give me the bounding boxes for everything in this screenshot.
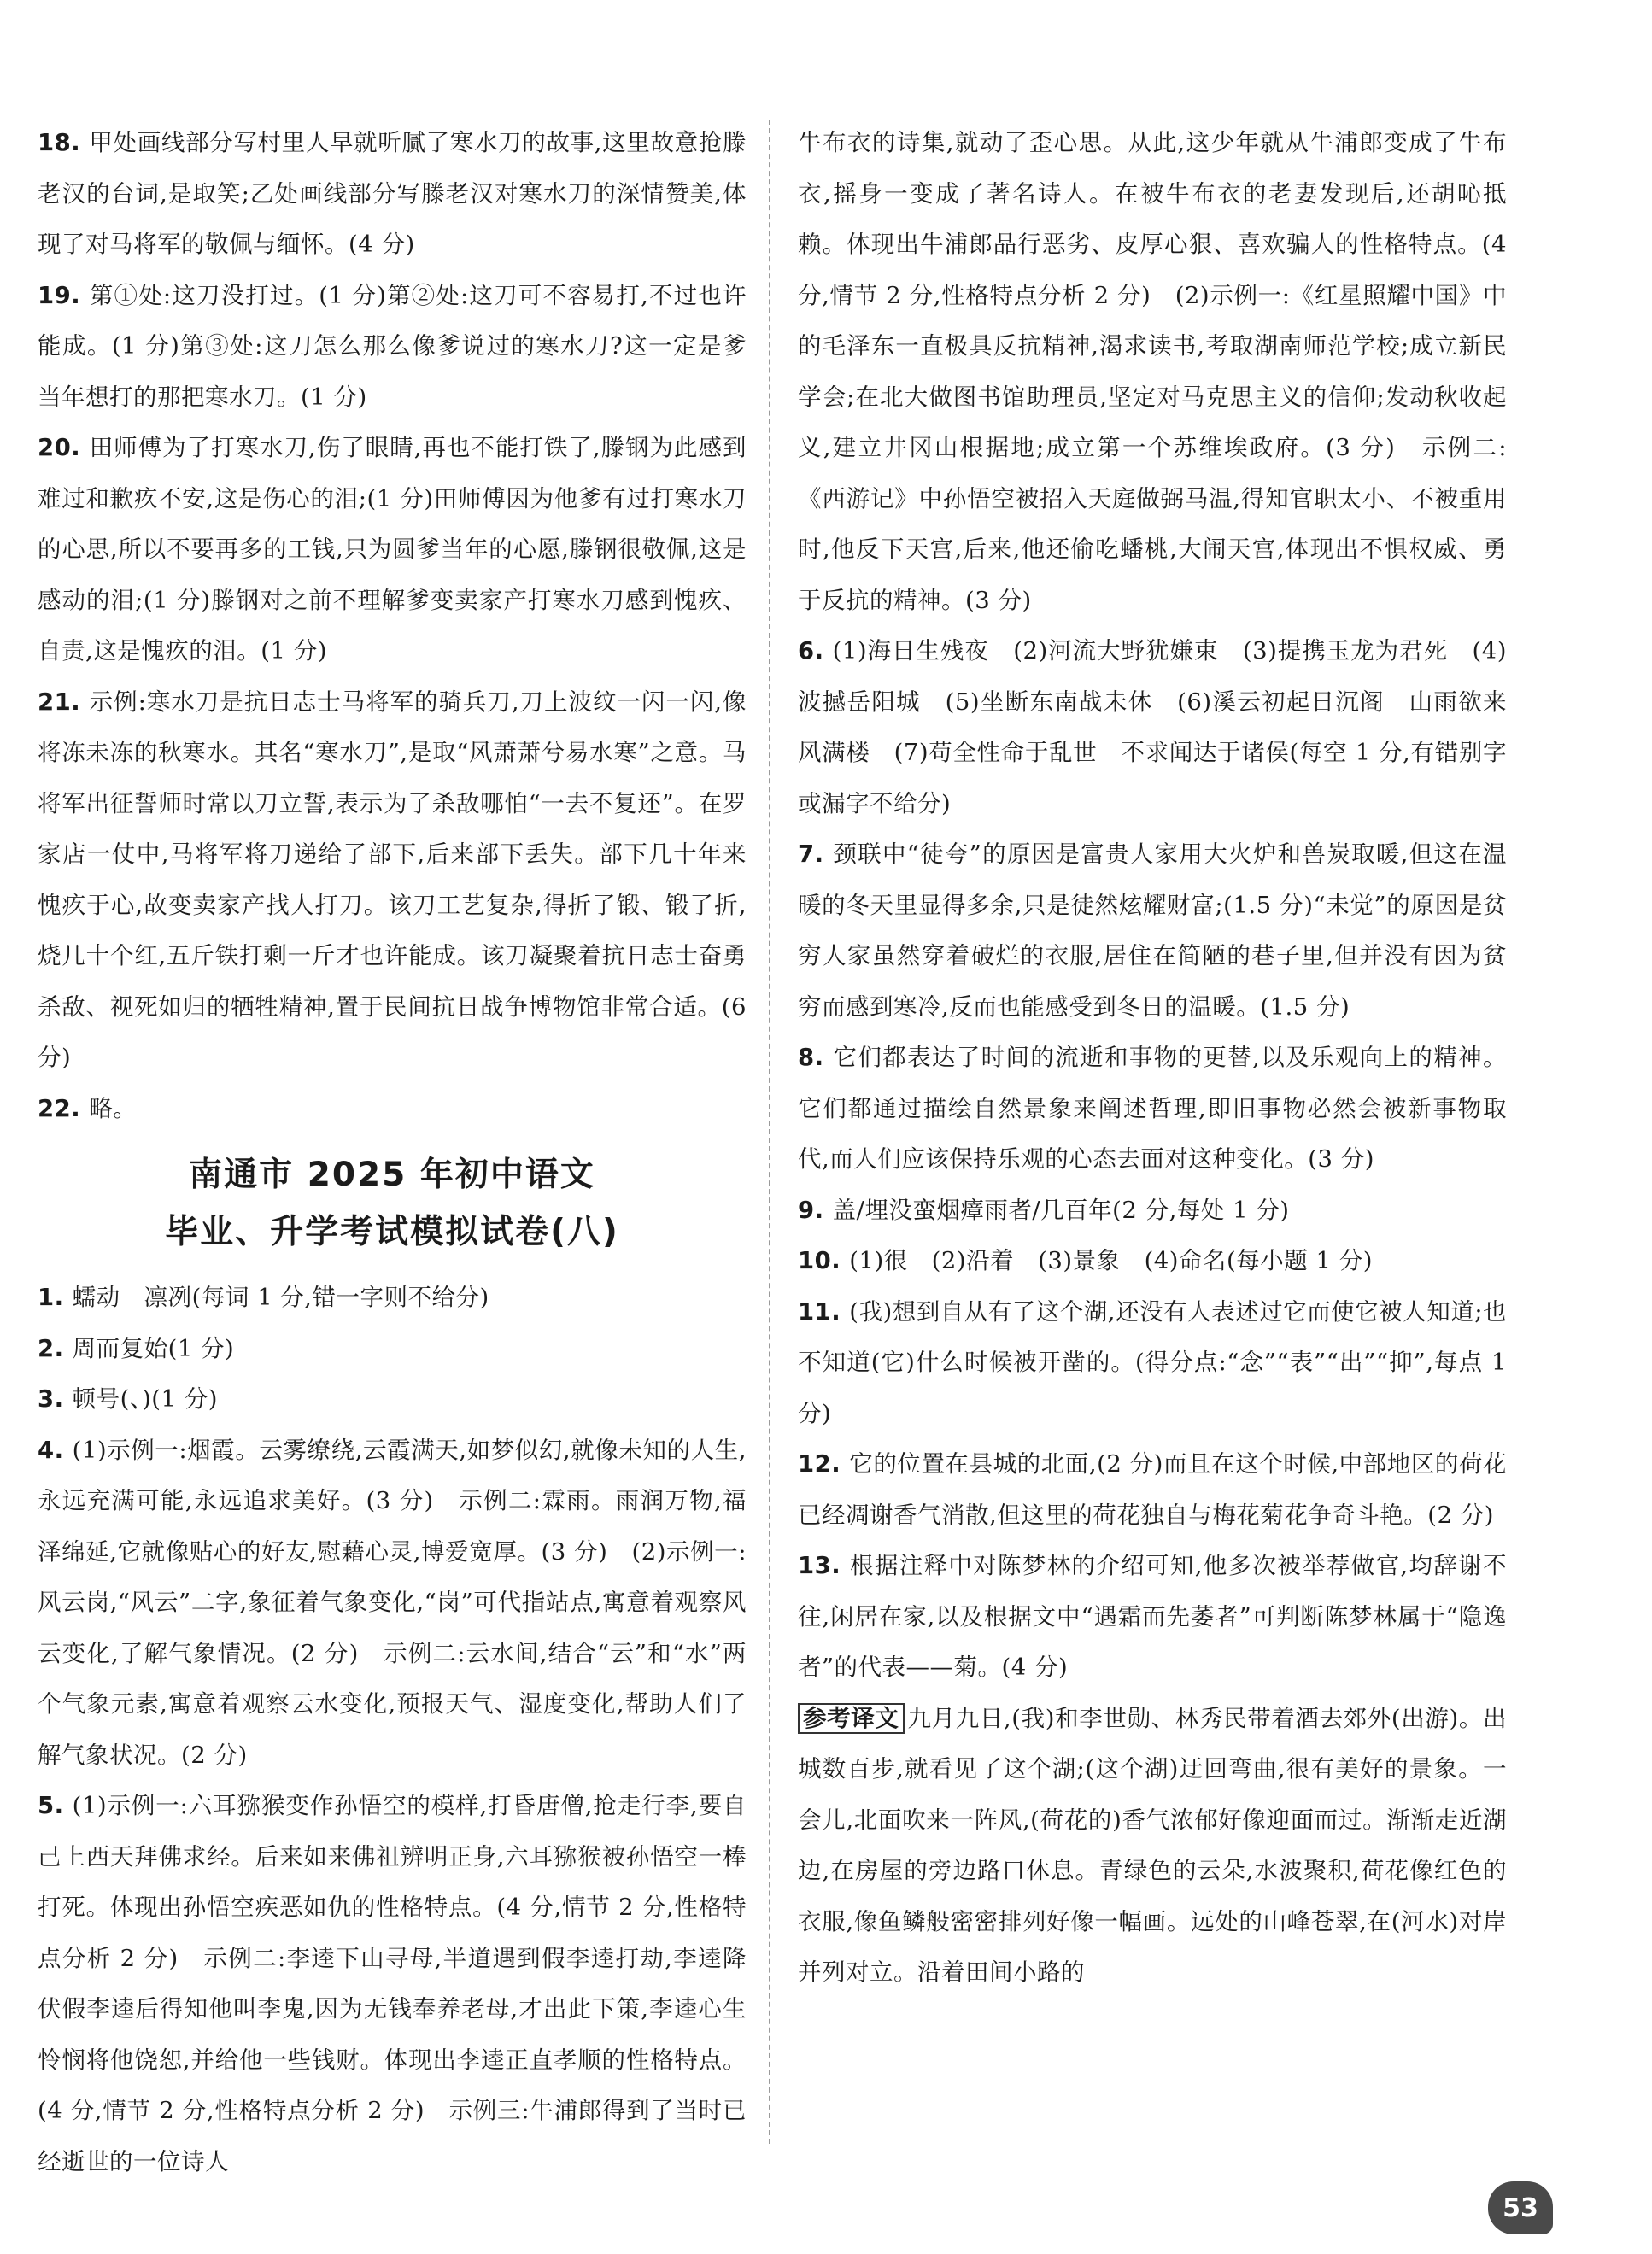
column-divider (769, 120, 770, 2144)
answer-13: 13. 根据注释中对陈梦林的介绍可知,他多次被举荐做官,均辞谢不往,闲居在家,以及根据文中“遇霜而先萎者”可判断陈梦林属于“隐逸者”的代表——菊。(4 分) (798, 1552, 1507, 1681)
answer-11: 11. (我)想到自从有了这个湖,还没有人表述过它而使它被人知道;也不知道(它)什么时候被开凿的。(得分点:“念”“表”“出”“抑”,每点 1 分) (798, 1297, 1507, 1427)
answer-1: 1. 蠕动 凛冽(每词 1 分,错一字则不给分) (38, 1284, 489, 1311)
section-title-line1: 南通市 2025 年初中语文 (189, 1156, 595, 1194)
answer-6: 6. (1)海日生残夜 (2)河流大野犹嫌束 (3)提携玉龙为君死 (4)波撼岳阳城 (5)坐断东南战未休 (6)溪云初起日沉阁 山雨欲来风满楼 (7)苟全性命于乱世 不求闻达于诸侯(每空 1 分,有错别字或漏字不给分) (798, 637, 1507, 817)
reference-translation: 参考译文 九月九日,(我)和李世勋、林秀民带着酒去郊外(出游)。出城数百步,就看见了这个湖;(这个湖)迂回弯曲,很有美好的景象。一会儿,北面吹来一阵风,(荷花的)香气浓郁好像迎面而过。渐渐走近湖边,在房屋的旁边路口休息。青绿色的云朵,水波聚积,荷花像红色的衣服,像鱼鳞般密密排列好像一幅画。远处的山峰苍翠,在(河水)对岸并列对立。沿着田间小路的 (798, 1704, 1508, 1986)
answer-10: 10. (1)很 (2)沿着 (3)景象 (4)命名(每小题 1 分) (798, 1247, 1373, 1274)
answer-18: 18. 甲处画线部分写村里人早就听腻了寒水刀的故事,这里故意抢滕老汉的台词,是取笑;乙处画线部分写滕老汉对寒水刀的深情赞美,体现了对马将军的敬佩与缅怀。(4 分) (38, 129, 747, 258)
answer-8: 8. 它们都表达了时间的流逝和事物的更替,以及乐观向上的精神。它们都通过描绘自然景象来阐述哲理,即旧事物必然会被新事物取代,而人们应该保持乐观的心态去面对这种变化。(3 分) (798, 1044, 1507, 1173)
answer-4: 4. (1)示例一:烟霞。云雾缭绕,云霞满天,如梦似幻,就像未知的人生,永远充满可能,永远追求美好。(3 分) 示例二:霖雨。雨润万物,福泽绵延,它就像贴心的好友,慰藉心灵,博爱宽厚。(3 分) (2)示例一:风云岗,“风云”二字,象征着气象变化,“岗”可代指站点,寓意着观察风云变化,了解气象情况。(2 分) 示例二:云水间,结合“云”和“水”两个气象元素,寓意着观察云水变化,预报天气、湿度变化,帮助人们了解气象状况。(2 分) (38, 1436, 747, 1769)
answer-5: 5. (1)示例一:六耳猕猴变作孙悟空的模样,打昏唐僧,抢走行李,要自己上西天拜佛求经。后来如来佛祖辨明正身,六耳猕猴被孙悟空一棒打死。体现出孙悟空疾恶如仇的性格特点。(4 分,情节 2 分,性格特点分析 2 分) 示例二:李逵下山寻母,半道遇到假李逵打劫,李逵降伏假李逵后得知他叫李鬼,因为无钱奉养老母,才出此下策,李逵心生怜悯将他饶恕,并给他一些钱财。体现出李逵正直孝顺的性格特点。(4 分,情节 2 分,性格特点分析 2 分) 示例三:牛浦郎得到了当时已经逝世的一位诗人 (38, 1792, 747, 2175)
left-column (38, 118, 747, 2187)
answer-5-continued: 牛布衣的诗集,就动了歪心思。从此,这少年就从牛浦郎变成了牛布衣,摇身一变成了著名诗人。在被牛布衣的老妻发现后,还胡吣抵赖。体现出牛浦郎品行恶劣、皮厚心狠、喜欢骗人的性格特点。(4 分,情节 2 分,性格特点分析 2 分) (2)示例一:《红星照耀中国》中的毛泽东一直极具反抗精神,渴求读书,考取湖南师范学校;成立新民学会;在北大做图书馆助理员,坚定对马克思主义的信仰;发动秋收起义,建立井冈山根据地;成立第一个苏维埃政府。(3 分) 示例二:《西游记》中孙悟空被招入天庭做弼马温,得知官职太小、不被重用时,他反下天宫,后来,他还偷吃蟠桃,大闹天宫,体现出不惧权威、勇于反抗的精神。(3 分) (798, 129, 1507, 614)
right-column (798, 118, 1507, 1999)
answer-3: 3. 顿号(、)(1 分) (38, 1385, 218, 1413)
answer-12: 12. 它的位置在县城的北面,(2 分)而且在这个时候,中部地区的荷花已经凋谢香气消散,但这里的荷花独自与梅花菊花争奇斗艳。(2 分) (798, 1450, 1507, 1529)
section-title-line2: 毕业、升学考试模拟试卷(八) (165, 1213, 619, 1251)
answer-7: 7. 颈联中“徒夸”的原因是富贵人家用大火炉和兽炭取暖,但这在温暖的冬天里显得多余,只是徒然炫耀财富;(1.5 分)“未觉”的原因是贫穷人家虽然穿着破烂的衣服,居住在简陋的巷子里,但并没有因为贫穷而感到寒冷,反而也能感受到冬日的温暖。(1.5 分) (798, 840, 1507, 1021)
answer-22: 22. 略。 (38, 1094, 138, 1122)
answer-21: 21. 示例:寒水刀是抗日志士马将军的骑兵刀,刀上波纹一闪一闪,像将冻未冻的秋寒水。其名“寒水刀”,是取“风萧萧兮易水寒”之意。马将军出征誓师时常以刀立誓,表示为了杀敌哪怕“一去不复还”。在罗家店一仗中,马将军将刀递给了部下,后来部下丢失。部下几十年来愧疚于心,故变卖家产找人打刀。该刀工艺复杂,得折了锻、锻了折,烧几十个红,五斤铁打剩一斤才也许能成。该刀凝聚着抗日志士奋勇杀敌、视死如归的牺牲精神,置于民间抗日战争博物馆非常合适。(6 分) (38, 688, 747, 1071)
reference-translation-tag: 参考译文 (798, 1703, 905, 1734)
answer-2: 2. 周而复始(1 分) (38, 1334, 235, 1362)
page-number-badge: 53 (1488, 2181, 1553, 2234)
answer-9: 9. 盖/埋没蛮烟瘴雨者/几百年(2 分,每处 1 分) (798, 1196, 1290, 1224)
answer-20: 20. 田师傅为了打寒水刀,伤了眼睛,再也不能打铁了,滕钢为此感到难过和歉疚不安,这是伤心的泪;(1 分)田师傅因为他爹有过打寒水刀的心思,所以不要再多的工钱,只为圆爹当年的心愿,滕钢很敬佩,这是感动的泪;(1 分)滕钢对之前不理解爹变卖家产打寒水刀感到愧疚、自责,这是愧疚的泪。(1 分) (38, 434, 747, 664)
answer-19: 19. 第①处:这刀没打过。(1 分)第②处:这刀可不容易打,不过也许能成。(1 分)第③处:这刀怎么那么像爹说过的寒水刀?这一定是爹当年想打的那把寒水刀。(1 分) (38, 281, 747, 411)
section-title (38, 1146, 747, 1261)
